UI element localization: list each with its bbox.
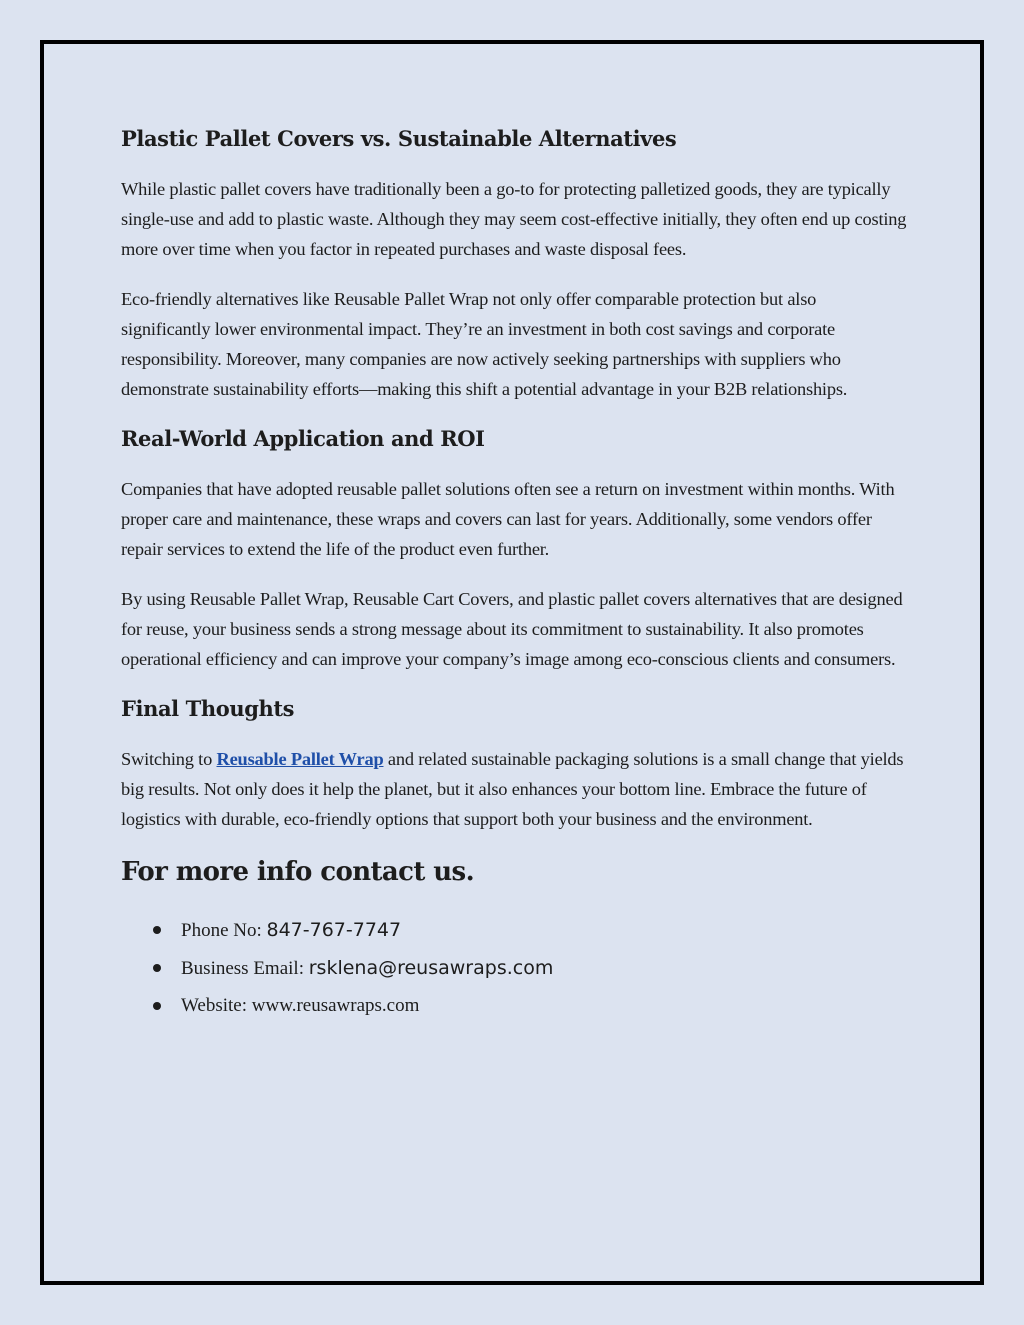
bullet-icon bbox=[153, 926, 161, 934]
text-after-link: and related sustainable packaging solutions is a small change that yields big results. Not only does it help the planet, but it also enhances your bottom line. Embrace the future of logistics with durable, eco-friendly options that support both your business and the environment. bbox=[121, 749, 904, 829]
contact-label: Phone No: bbox=[181, 920, 267, 941]
contact-label: Business Email: bbox=[181, 958, 309, 979]
paragraph: Eco-friendly alternatives like Reusable Pallet Wrap not only offer comparable protection but also significantly lower environmental impact. They’re an investment in both cost savings and corporate responsibility. Moreover, many companies are now actively seeking partnerships with suppliers who demonstrate sustainability efforts—making this shift a potential advantage in your B2B relationships. bbox=[121, 289, 848, 399]
paragraph: While plastic pallet covers have traditionally been a go-to for protecting palletized goods, they are typically single-use and add to plastic waste. Although they may seem cost-effective initially, they often end up costing more over time when you factor in repeated purchases and waste disposal fees. bbox=[121, 179, 907, 259]
page-frame bbox=[40, 40, 984, 1285]
section-heading-real-world-roi: Real-World Application and ROI bbox=[121, 426, 485, 451]
phone-value: 847-767-7747 bbox=[266, 919, 402, 941]
text-before-link: Switching to bbox=[121, 749, 217, 769]
bullet-icon bbox=[153, 1002, 161, 1010]
paragraph-final-thoughts bbox=[121, 744, 909, 834]
section-heading-plastic-vs-sustainable: Plastic Pallet Covers vs. Sustainable Alternatives bbox=[121, 126, 677, 151]
contact-item-website bbox=[149, 992, 909, 1020]
website-value: www.reusawraps.com bbox=[251, 995, 420, 1016]
paragraph: Companies that have adopted reusable pallet solutions often see a return on investment within months. With proper care and maintenance, these wraps and covers can last for years. Additionally, some vendors offer repair services to extend the life of the product even further. bbox=[121, 479, 895, 559]
reusable-pallet-wrap-link[interactable]: Reusable Pallet Wrap bbox=[216, 749, 384, 769]
section-heading-final-thoughts: Final Thoughts bbox=[121, 696, 295, 721]
bullet-icon bbox=[153, 964, 161, 972]
contact-label: Website: bbox=[181, 995, 252, 1016]
contact-item-email bbox=[149, 954, 909, 983]
paragraph: By using Reusable Pallet Wrap, Reusable Cart Covers, and plastic pallet covers alternatives that are designed for reuse, your business sends a strong message about its commitment to sustainability. It also promotes operational efficiency and can improve your company’s image among eco-conscious clients and consumers. bbox=[121, 589, 903, 669]
contact-item-phone bbox=[149, 916, 909, 945]
document-content bbox=[121, 124, 909, 1029]
contact-list bbox=[149, 916, 909, 1020]
email-value: rsklena@reusawraps.com bbox=[308, 957, 554, 979]
contact-heading: For more info contact us. bbox=[121, 857, 475, 887]
